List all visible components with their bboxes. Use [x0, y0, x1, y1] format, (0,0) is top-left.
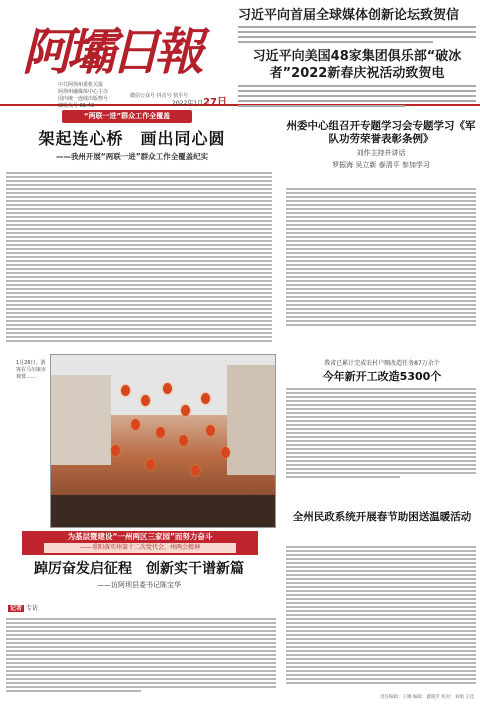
- feature-title: 架起连心桥 画出同心圆: [38, 129, 226, 148]
- headline-2-body: [238, 85, 476, 107]
- civil-affairs-text: [286, 544, 476, 686]
- channel-labels: 微信公众号 抖音号 快手号: [130, 93, 189, 99]
- rural-toilet-news[interactable]: [287, 358, 477, 384]
- interview-title: 踔厉奋发启征程 创新实干谱新篇: [34, 561, 244, 577]
- right-feature-title: 州委中心组召开专题学习会专题学习《军队功劳荣誉表彰条例》: [286, 120, 476, 145]
- photo-caption: 1月26日，游客在马尔康市观赏……: [16, 360, 47, 380]
- interview-text: [6, 616, 276, 694]
- headline-1[interactable]: 习近平向首届全球媒体创新论坛致贺信: [238, 8, 460, 23]
- newspaper-logo: 阿壩日報: [22, 22, 198, 81]
- publication-meta: 中共阿坝州委机关报 阿坝州融媒体中心主办 国内统一连续出版物号 邮发代号 61-43: [58, 82, 109, 109]
- right-feature-text: [286, 186, 476, 328]
- interview-headline[interactable]: [14, 558, 264, 590]
- feature-subtitle: ——我州开展“两联一进”群众工作全覆盖纪实: [55, 152, 209, 161]
- right-feature-people: 罗振海 吴立新 泰清平 参加学习: [332, 161, 430, 169]
- right-feature-heading[interactable]: [286, 120, 476, 170]
- interview-subtitle: ——访阿坝县委书记陈宝华: [97, 581, 181, 589]
- feature-article-text: [6, 170, 272, 344]
- lantern-street-photo[interactable]: [50, 354, 276, 528]
- masthead: [0, 0, 480, 109]
- civil-affairs-news[interactable]: [287, 510, 477, 524]
- civil-affairs-title: 全州民政系统开展春节助困送温暖活动: [292, 511, 472, 523]
- rural-toilet-kicker: 我省已累计完成农村户厕改造任务87万余个: [324, 360, 440, 367]
- editor-credits: 责任编辑：王娜 编辑：鑫晓芳 校对：刘娟 王佳: [380, 695, 475, 700]
- rural-toilet-text: [286, 386, 476, 480]
- headline-1-body: [238, 26, 476, 43]
- feature-headline[interactable]: [14, 126, 250, 162]
- campaign-strip: [22, 531, 258, 555]
- issue-date: 2022年1月27日: [172, 97, 228, 108]
- campaign-strip-sub: ——重阳落实州第十二次党代会、州两会精神: [44, 543, 236, 553]
- feature-tag: “两联一进”群众工作全覆盖: [62, 110, 192, 123]
- header-news: [238, 4, 476, 110]
- right-feature-subtitle: 刘作主持并讲话: [356, 149, 406, 157]
- reporter-tag: 记者 专访: [10, 605, 38, 612]
- headline-2[interactable]: 习近平向美国48家集团俱乐部“破冰者”2022新春庆祝活动致贺电: [252, 49, 462, 81]
- campaign-strip-main: 为基层暨建设“一州两区三家园”而努力奋斗: [67, 532, 213, 541]
- rural-toilet-title: 今年新开工改造5300个: [322, 370, 442, 383]
